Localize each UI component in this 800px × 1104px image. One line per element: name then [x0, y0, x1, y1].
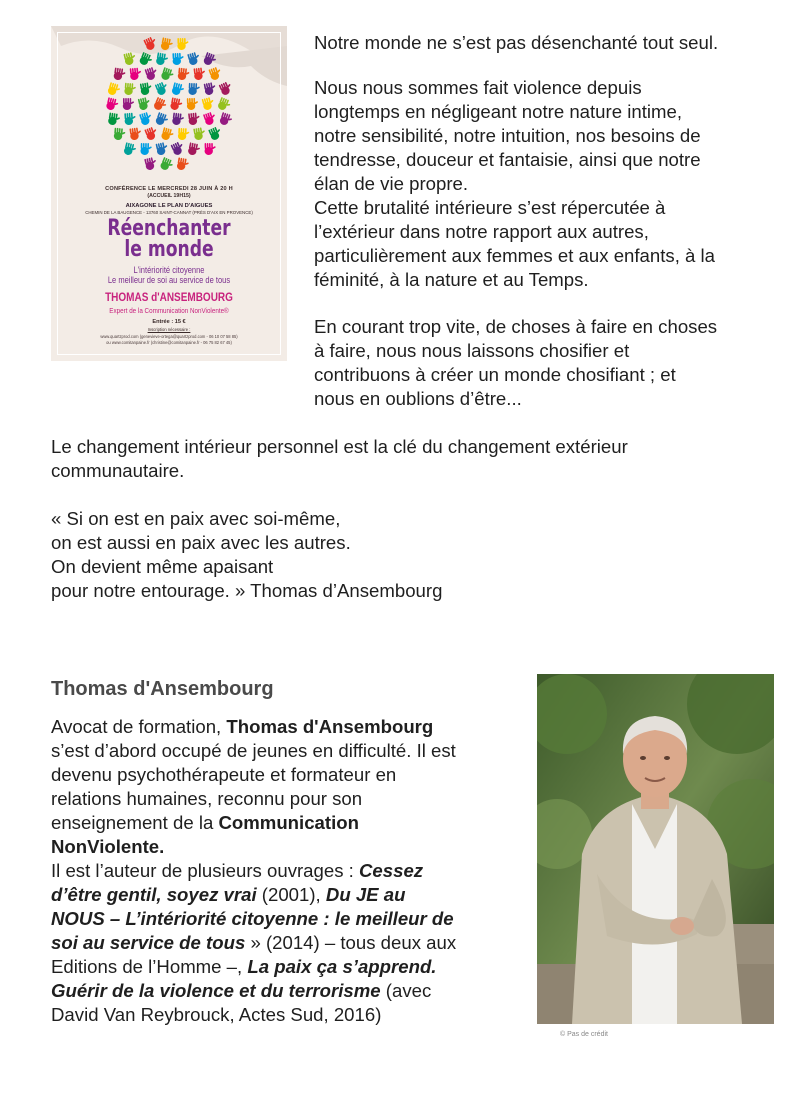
text-line — [51, 955, 456, 979]
text-line: longtemps en négligeant notre nature intime, — [314, 101, 682, 122]
text-line — [51, 907, 456, 931]
poster-title-line2: le monde — [124, 237, 214, 262]
book-title: soi au service de tous — [51, 932, 246, 953]
poster-subtitle-1: L'intériorité citoyenne — [133, 265, 205, 275]
poster-venue: AIXAGONE LE PLAN D'AIGUES — [125, 203, 213, 209]
intro-paragraph-3 — [314, 315, 717, 411]
text-line: David Van Reybrouck, Actes Sud, 2016) — [51, 1004, 382, 1025]
poster-accueil: (ACCUEIL 19H15) — [147, 193, 191, 199]
text-line: on est aussi en paix avec les autres. — [51, 532, 351, 553]
bold-text: Communication — [218, 812, 359, 833]
text-span: (avec — [380, 980, 432, 1001]
book-title: NOUS – L’intériorité citoyenne : le meilleur de — [51, 908, 454, 929]
text-line: s’est d’abord occupé de jeunes en difficulté. Il est — [51, 740, 456, 761]
poster-expert: Expert de la Communication NonViolente® — [109, 306, 229, 315]
poster-contact-2: ou www.comitanpaine.fr (christine@comitanpaine.fr - 06 75 82 67 45) — [106, 340, 232, 345]
bold-name: Thomas d'Ansembourg — [226, 716, 434, 737]
author-photo — [537, 674, 774, 1024]
text-line — [51, 859, 456, 883]
text-line: contribuons à créer un monde chosifiant ; et — [314, 364, 676, 385]
text-span: enseignement de la — [51, 812, 219, 833]
book-title: Cessez — [359, 860, 424, 881]
bold-text: NonViolente. — [51, 836, 165, 857]
text-span: Avocat de formation, — [51, 716, 227, 737]
text-line: On devient même apaisant — [51, 556, 274, 577]
poster-title-line1: Réenchanter — [107, 216, 231, 241]
text-line: Nous nous sommes fait violence depuis — [314, 77, 642, 98]
text-line — [51, 835, 456, 859]
text-line: tendresse, douceur et fantaisie, ainsi que notre — [314, 149, 701, 170]
poster-address: CHEMIN DE LA BAUGENCE - 13760 SAINT-CANNAT (PRÈS D'AIX EN PROVENCE) — [85, 210, 253, 215]
text-line: nous en oublions d’être... — [314, 388, 522, 409]
text-line: à faire, nous nous laissons chosifier et — [314, 340, 630, 361]
text-line: féminité, à la nature et au Temps. — [314, 269, 589, 290]
change-paragraph — [51, 435, 628, 483]
bio-heading: Thomas d'Ansembourg — [51, 678, 274, 700]
poster-date: CONFÉRENCE LE MERCREDI 28 JUIN À 20 H — [105, 186, 233, 192]
poster-title — [77, 218, 261, 260]
text-span: (2001), — [256, 884, 326, 905]
book-title: Du JE au — [325, 884, 406, 905]
text-line — [51, 811, 456, 835]
portrait-illustration — [537, 674, 774, 1024]
text-line: devenu psychothérapeute et formateur en — [51, 764, 397, 785]
text-line — [51, 979, 456, 1003]
photo-credit: © Pas de crédit — [560, 1031, 608, 1038]
intro-paragraph-1: Notre monde ne s’est pas désenchanté tout seul. — [314, 32, 719, 53]
text-line: relations humaines, reconnu pour son — [51, 788, 363, 809]
conference-poster — [51, 26, 287, 361]
book-title: Guérir de la violence et du terrorisme — [51, 980, 381, 1001]
poster-contact-1: www.quartzprod.com (genevieve-ortega@quartzprod.com - 06 10 07 58 85) — [100, 334, 238, 339]
text-line: En courant trop vite, de choses à faire en choses — [314, 316, 718, 337]
text-line: pour notre entourage. » Thomas d’Ansembourg — [51, 580, 443, 601]
text-line: particulièrement aux femmes et aux enfants, à la — [314, 245, 716, 266]
book-title: La paix ça s’apprend. — [247, 956, 437, 977]
quote-block — [51, 507, 442, 603]
text-line — [51, 715, 456, 739]
text-line: « Si on est en paix avec soi-même, — [51, 508, 341, 529]
poster-inscription: Inscription nécessaire : — [147, 327, 191, 332]
bio-paragraph — [51, 715, 456, 1027]
book-title: d’être gentil, soyez vrai — [51, 884, 257, 905]
poster-subtitle-2: Le meilleur de soi au service de tous — [107, 274, 231, 285]
intro-paragraph-2 — [314, 76, 715, 292]
text-line: l’extérieur dans notre rapport aux autres, — [314, 221, 649, 242]
text-line: Le changement intérieur personnel est la clé du changement extérieur — [51, 436, 628, 457]
poster-author: THOMAS d'ANSEMBOURG — [105, 290, 233, 304]
text-line: communautaire. — [51, 460, 185, 481]
text-line: élan de vie propre. — [314, 173, 469, 194]
text-span: » (2014) – tous deux aux — [245, 932, 457, 953]
text-span: Editions de l’Homme –, — [51, 956, 248, 977]
text-line: Cette brutalité intérieure s’est répercutée à — [314, 197, 666, 218]
poster-entree: Entrée : 15 € — [152, 319, 186, 325]
text-line: notre sensibilité, notre intuition, nos besoins de — [314, 125, 701, 146]
text-line — [51, 883, 456, 907]
text-span: Il est l’auteur de plusieurs ouvrages : — [51, 860, 359, 881]
text-line — [51, 931, 456, 955]
